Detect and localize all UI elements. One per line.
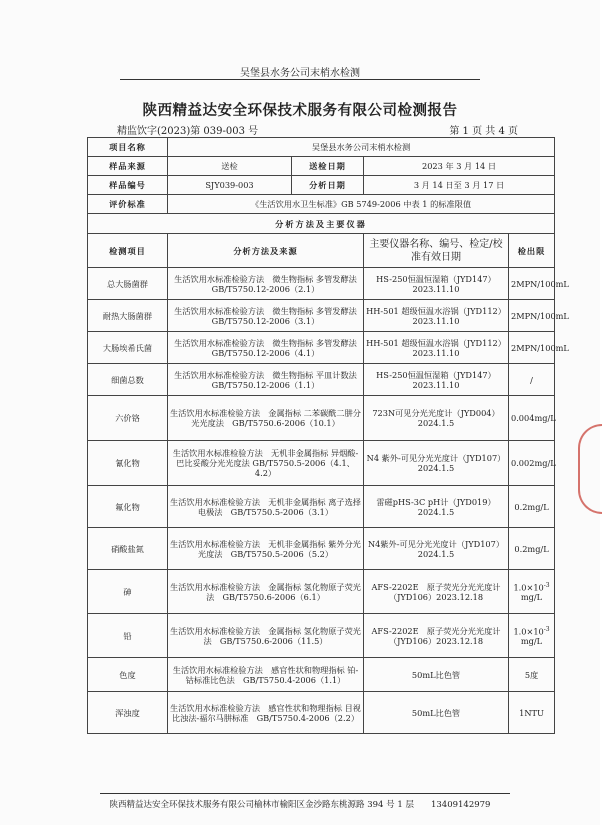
- report-number: 精监饮字(2023)第 039-003 号: [117, 126, 259, 137]
- method-cell: 生活饮用水标准检验方法 无机非金属指标 离子选择电极法 GB/T5750.5-2006（3.1）: [168, 486, 364, 528]
- table-row: [88, 570, 555, 614]
- instrument-cell: 雷磁pHS-3C pH计（JYD019）2024.1.5: [364, 486, 509, 528]
- limit-cell: 0.2mg/L: [509, 486, 555, 528]
- limit-exponent: -3: [543, 625, 550, 633]
- table-row: [88, 614, 555, 658]
- seal-stamp-edge: [578, 424, 602, 514]
- criteria-value: 《生活饮用水卫生标准》GB 5749-2006 中表 1 的标准限值: [168, 195, 555, 214]
- header-divider: [120, 79, 480, 80]
- limit-cell: 0.002mg/L: [509, 441, 555, 486]
- send-date-label: 送检日期: [292, 157, 364, 176]
- limit-exponent: -3: [543, 581, 550, 589]
- item-cell: 砷: [88, 570, 168, 614]
- item-cell: 色度: [88, 658, 168, 692]
- table-row: [88, 486, 555, 528]
- method-cell: 生活饮用水标准检验方法 感官性状和物理指标 铂-钴标准比色法 GB/T5750.4-2006（1.1）: [168, 658, 364, 692]
- method-cell: 生活饮用水标准检验方法 微生物指标 多管发酵法 GB/T5750.12-2006（3.1）: [168, 300, 364, 332]
- instrument-cell: HH-501 超级恒温水浴锅（JYD112）2023.11.10: [364, 300, 509, 332]
- table-row: [88, 300, 555, 332]
- table-row: [88, 396, 555, 441]
- table-row: [88, 441, 555, 486]
- instrument-cell: N4 紫外-可见分光光度计（JYD107）2024.1.5: [364, 441, 509, 486]
- running-header: 吴堡县水务公司末梢水检测: [240, 68, 360, 79]
- section-title: 分析方法及主要仪器: [88, 214, 555, 234]
- col-method-header: 分析方法及来源: [168, 234, 364, 268]
- method-cell: 生活饮用水标准检验方法 金属指标 二苯碳酰二肼分光光度法 GB/T5750.6-2006（10.1）: [168, 396, 364, 441]
- limit-base: 1.0×10: [513, 626, 544, 637]
- footer-address: 陕西精益达安全环保技术服务有限公司榆林市榆阳区金沙路东桃源路 394 号 1 层 13409142979: [109, 800, 491, 810]
- instrument-cell: HS-250恒温恒湿箱（JYD147）2023.11.10: [364, 364, 509, 396]
- instrument-cell: N4紫外-可见分光光度计（JYD107）2024.1.5: [364, 528, 509, 570]
- method-cell: 生活饮用水标准检验方法 微生物指标 多管发酵法 GB/T5750.12-2006（4.1）: [168, 332, 364, 364]
- instrument-cell: HH-501 超级恒温水浴锅（JYD112）2023.11.10: [364, 332, 509, 364]
- table-row: [88, 692, 555, 734]
- project-name-value: 吴堡县水务公司末梢水检测: [168, 138, 555, 157]
- item-cell: 氰化物: [88, 441, 168, 486]
- project-name-label: 项目名称: [88, 138, 168, 157]
- item-cell: 硝酸盐氮: [88, 528, 168, 570]
- limit-cell: 0.2mg/L: [509, 528, 555, 570]
- item-cell: 氟化物: [88, 486, 168, 528]
- method-cell: 生活饮用水标准检验方法 金属指标 氢化物原子荧光法 GB/T5750.6-2006（6.1）: [168, 570, 364, 614]
- table-row: [88, 528, 555, 570]
- table-row: [88, 658, 555, 692]
- item-cell: 浑浊度: [88, 692, 168, 734]
- limit-cell: [509, 614, 555, 658]
- table-row: [88, 268, 555, 300]
- method-cell: 生活饮用水标准检验方法 微生物指标 平皿计数法 GB/T5750.12-2006（1.1）: [168, 364, 364, 396]
- method-cell: 生活饮用水标准检验方法 感官性状和物理指标 目视比浊法-福尔马肼标准 GB/T5750.4-2006（2.2）: [168, 692, 364, 734]
- instrument-cell: AFS-2202E 原子荧光分光光度计（JYD106）2023.12.18: [364, 570, 509, 614]
- instrument-cell: HS-250恒温恒湿箱（JYD147）2023.11.10: [364, 268, 509, 300]
- criteria-label: 评价标准: [88, 195, 168, 214]
- page-number: 第 1 页 共 4 页: [449, 126, 518, 137]
- limit-cell: 2MPN/100mL: [509, 268, 555, 300]
- item-cell: 细菌总数: [88, 364, 168, 396]
- report-title: 陕西精益达安全环保技术服务有限公司检测报告: [142, 102, 458, 119]
- analysis-date-value: 3 月 14 日至 3 月 17 日: [364, 176, 555, 195]
- sample-code-label: 样品编号: [88, 176, 168, 195]
- instrument-cell: AFS-2202E 原子荧光分光光度计（JYD106）2023.12.18: [364, 614, 509, 658]
- limit-cell: 2MPN/100mL: [509, 332, 555, 364]
- limit-cell: /: [509, 364, 555, 396]
- col-instrument-header: 主要仪器名称、编号、检定/校准有效日期: [364, 234, 509, 268]
- footer-divider: [100, 793, 510, 794]
- col-limit-header: 检出限: [509, 234, 555, 268]
- item-cell: 耐热大肠菌群: [88, 300, 168, 332]
- instrument-cell: 50mL比色管: [364, 692, 509, 734]
- send-date-value: 2023 年 3 月 14 日: [364, 157, 555, 176]
- analysis-date-label: 分析日期: [292, 176, 364, 195]
- method-cell: 生活饮用水标准检验方法 微生物指标 多管发酵法 GB/T5750.12-2006（2.1）: [168, 268, 364, 300]
- method-cell: 生活饮用水标准检验方法 金属指标 氢化物原子荧光法 GB/T5750.6-2006（11.5）: [168, 614, 364, 658]
- method-cell: 生活饮用水标准检验方法 无机非金属指标 异烟酸-巴比妥酸分光光度法 GB/T5750.5-2006（4.1、4.2）: [168, 441, 364, 486]
- table-row: [88, 364, 555, 396]
- limit-cell: 2MPN/100mL: [509, 300, 555, 332]
- sample-code-value: SJY039-003: [168, 176, 292, 195]
- item-cell: 铅: [88, 614, 168, 658]
- sample-source-label: 样品来源: [88, 157, 168, 176]
- limit-unit: mg/L: [520, 636, 543, 647]
- instrument-cell: 50mL比色管: [364, 658, 509, 692]
- item-cell: 总大肠菌群: [88, 268, 168, 300]
- limit-unit: mg/L: [520, 592, 543, 603]
- limit-base: 1.0×10: [513, 582, 544, 593]
- sample-source-value: 送检: [168, 157, 292, 176]
- instrument-cell: 723N可见分光光度计（JYD004）2024.1.5: [364, 396, 509, 441]
- item-cell: 大肠埃希氏菌: [88, 332, 168, 364]
- table-row: [88, 332, 555, 364]
- limit-cell: [509, 570, 555, 614]
- method-cell: 生活饮用水标准检验方法 无机非金属指标 紫外分光光度法 GB/T5750.5-2006（5.2）: [168, 528, 364, 570]
- limit-cell: 0.004mg/L: [509, 396, 555, 441]
- report-table: [87, 137, 569, 734]
- col-item-header: 检测项目: [88, 234, 168, 268]
- item-cell: 六价铬: [88, 396, 168, 441]
- limit-cell: 5度: [509, 658, 555, 692]
- limit-cell: 1NTU: [509, 692, 555, 734]
